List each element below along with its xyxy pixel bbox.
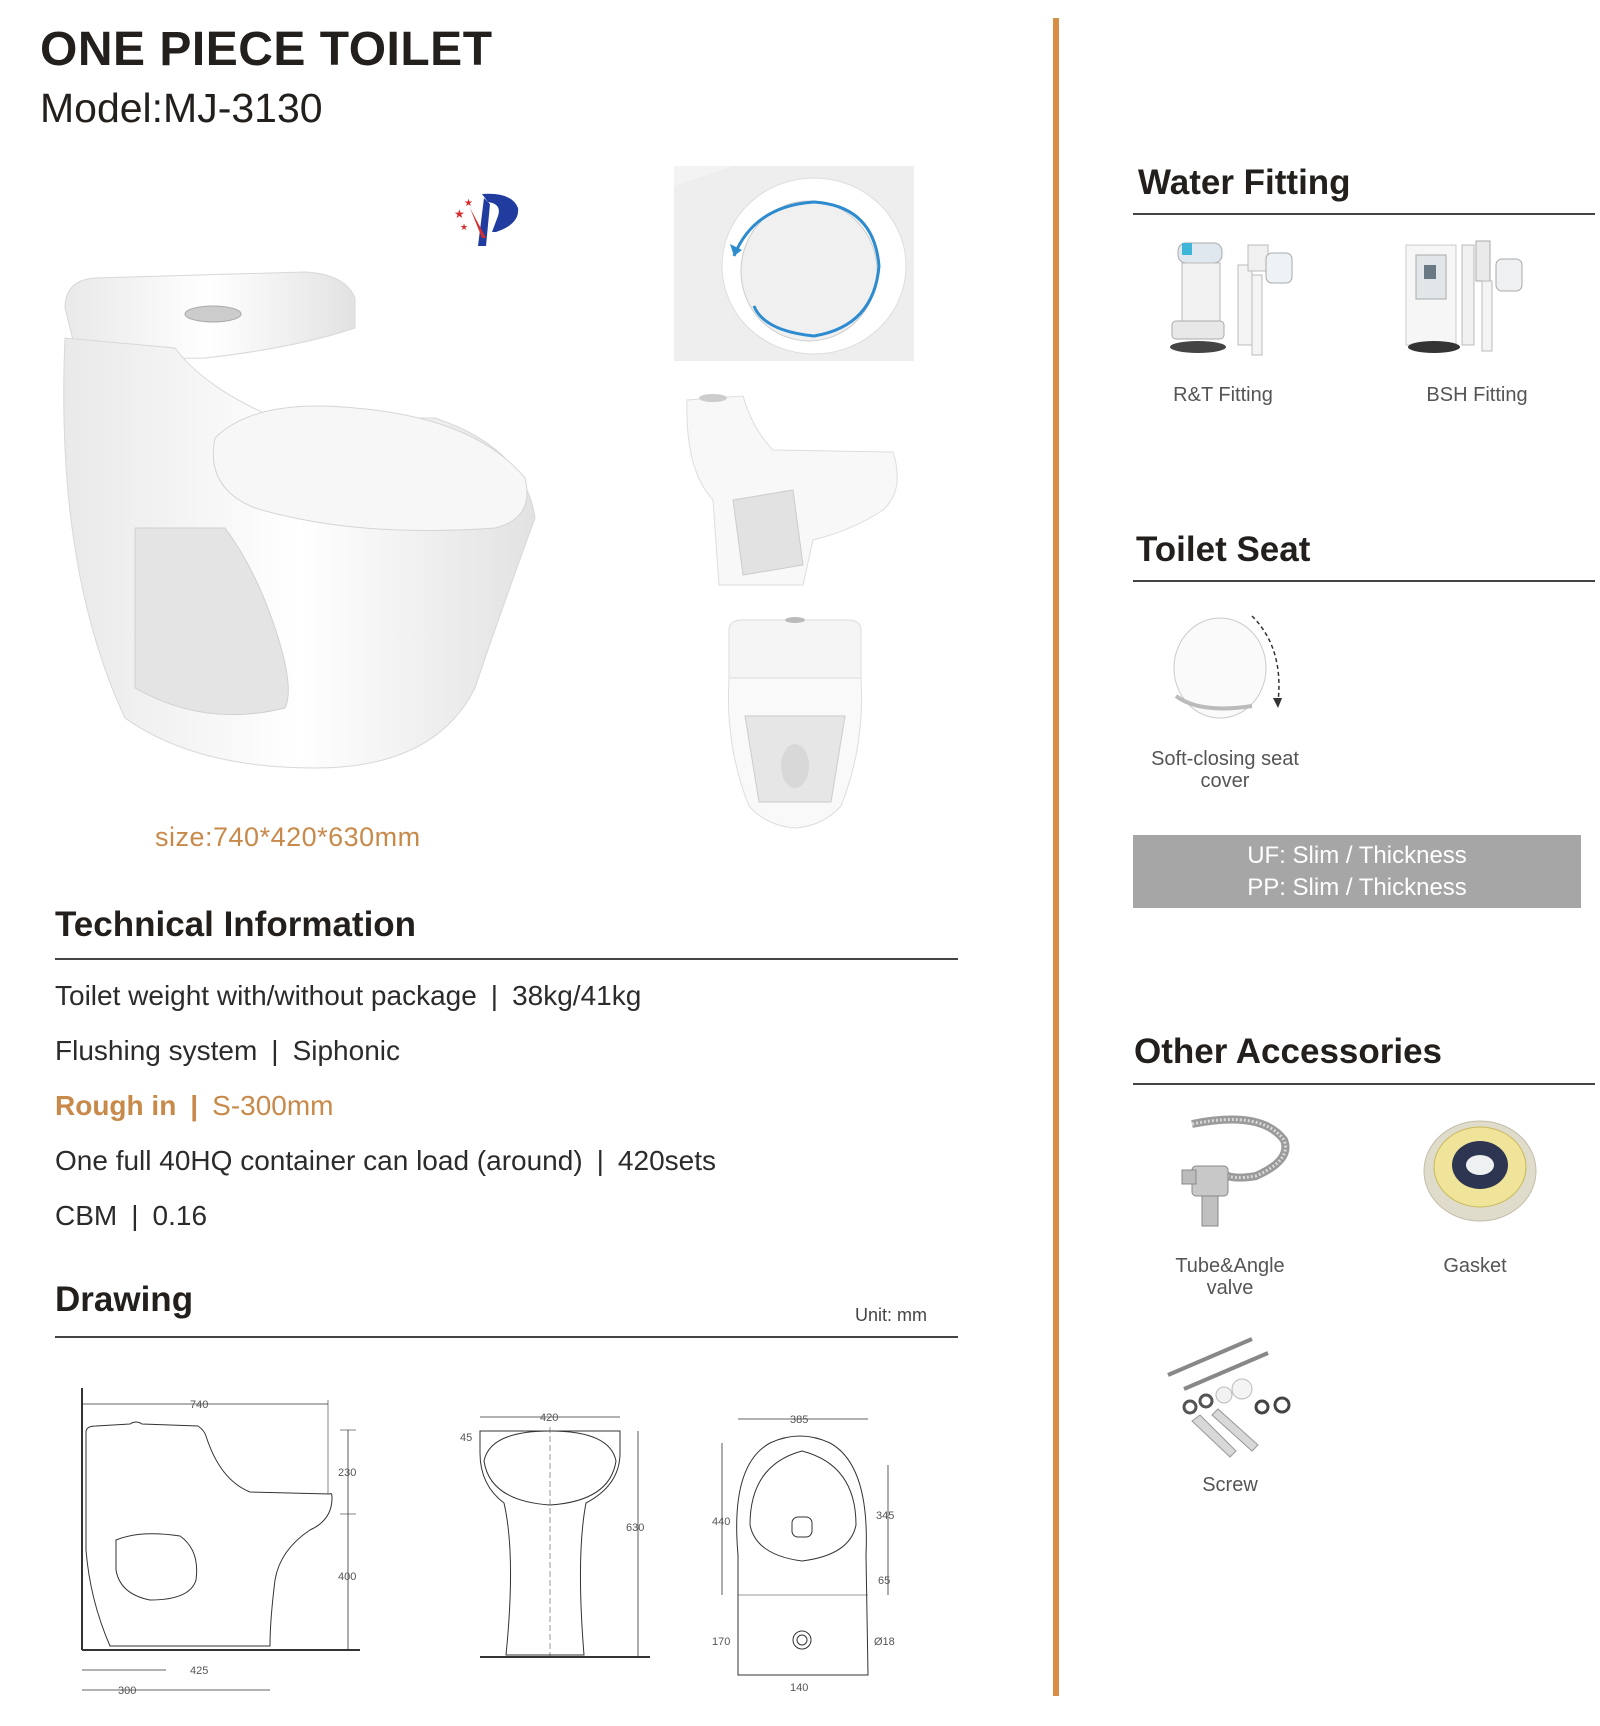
water-fitting-title: Water Fitting bbox=[1138, 163, 1351, 202]
dim-top-inner: 345 bbox=[876, 1510, 895, 1522]
soft-close-seat-label: Soft-closing seat cover bbox=[1151, 748, 1299, 792]
svg-text:★: ★ bbox=[464, 198, 473, 209]
rear-view-image bbox=[723, 616, 868, 831]
tube-angle-valve-icon bbox=[1172, 1110, 1292, 1240]
dim-side-depth: 425 bbox=[190, 1665, 209, 1677]
dim-side-h-top: 230 bbox=[338, 1467, 357, 1479]
accessories-rule bbox=[1133, 1083, 1595, 1085]
side-elevation-drawing bbox=[70, 1380, 380, 1700]
seat-option-pp: PP: Slim / Thickness bbox=[1247, 874, 1467, 901]
technical-title: Technical Information bbox=[55, 905, 417, 944]
seat-option-uf: UF: Slim / Thickness bbox=[1247, 842, 1467, 869]
rt-fitting-label: R&T Fitting bbox=[1173, 384, 1273, 406]
toilet-seat-rule bbox=[1133, 580, 1595, 582]
dim-front-width: 420 bbox=[540, 1412, 559, 1424]
dim-side-rough: 300 bbox=[118, 1685, 137, 1697]
product-size: size:740*420*630mm bbox=[155, 822, 421, 852]
bsh-fitting-label: BSH Fitting bbox=[1426, 384, 1528, 406]
drawing-title: Drawing bbox=[55, 1280, 194, 1319]
rt-fitting-icon bbox=[1168, 235, 1298, 365]
svg-text:★: ★ bbox=[454, 207, 465, 221]
screw-label: Screw bbox=[1202, 1474, 1258, 1496]
tech-row-container: One full 40HQ container can load (around) | 420sets bbox=[55, 1145, 716, 1176]
toilet-seat-title: Toilet Seat bbox=[1136, 530, 1311, 569]
soft-close-seat-icon bbox=[1160, 608, 1290, 728]
brand-logo bbox=[452, 188, 522, 248]
model-number: Model:MJ-3130 bbox=[40, 85, 323, 131]
accessories-title: Other Accessories bbox=[1134, 1032, 1443, 1071]
dim-top-depth: 440 bbox=[712, 1516, 731, 1528]
bowl-flush-image bbox=[674, 166, 914, 361]
page-title: ONE PIECE TOILET bbox=[40, 23, 493, 76]
dim-top-hole: Ø18 bbox=[874, 1636, 895, 1648]
front-elevation-drawing bbox=[460, 1405, 660, 1685]
dim-top-spacing: 140 bbox=[790, 1682, 809, 1694]
dim-top-back: 170 bbox=[712, 1636, 731, 1648]
dim-side-length: 740 bbox=[190, 1399, 209, 1411]
top-plan-drawing bbox=[710, 1405, 920, 1695]
drawing-rule bbox=[55, 1336, 958, 1338]
water-fitting-rule bbox=[1133, 213, 1595, 215]
technical-rule bbox=[55, 958, 958, 960]
gasket-icon bbox=[1420, 1115, 1540, 1225]
tech-row-cbm: CBM | 0.16 bbox=[55, 1200, 208, 1231]
dim-front-knob: 45 bbox=[460, 1432, 473, 1444]
bsh-fitting-icon bbox=[1402, 235, 1532, 365]
seat-options-box bbox=[1133, 835, 1581, 908]
dim-top-gap: 65 bbox=[878, 1575, 891, 1587]
drawing-unit: Unit: mm bbox=[855, 1305, 927, 1325]
tech-row-weight: Toilet weight with/without package | 38kg/41kg bbox=[55, 980, 642, 1011]
toilet-main-image bbox=[55, 268, 545, 778]
tube-angle-valve-label: Tube&Angle valve bbox=[1175, 1255, 1285, 1299]
tech-row-rough-in: Rough in | S-300mm bbox=[55, 1090, 334, 1121]
screw-icon bbox=[1160, 1335, 1300, 1465]
gasket-label: Gasket bbox=[1443, 1255, 1507, 1277]
svg-text:★: ★ bbox=[460, 223, 469, 233]
dim-front-height: 630 bbox=[626, 1522, 645, 1534]
dim-top-width: 385 bbox=[790, 1414, 809, 1426]
column-divider bbox=[1053, 18, 1059, 1696]
dim-side-h-bottom: 400 bbox=[338, 1571, 357, 1583]
side-view-image bbox=[683, 390, 905, 590]
tech-row-flushing: Flushing system | Siphonic bbox=[55, 1035, 400, 1066]
